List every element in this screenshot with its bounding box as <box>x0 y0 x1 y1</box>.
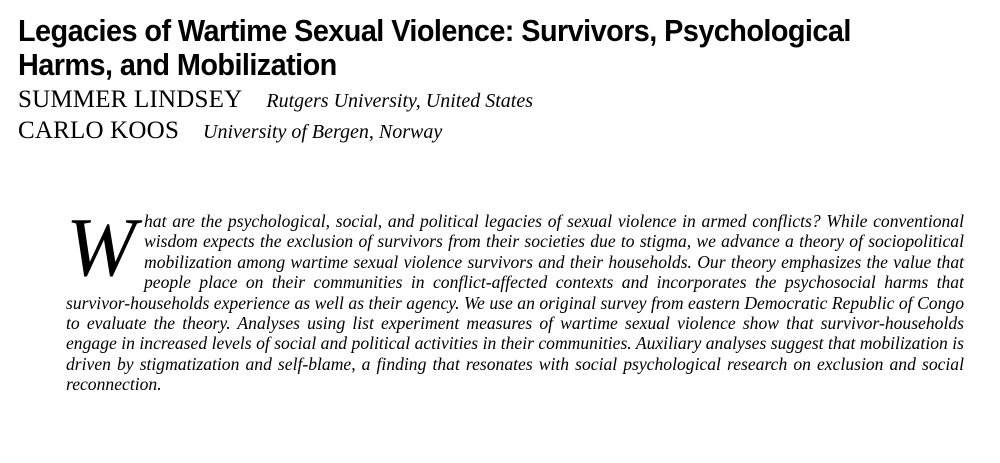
author-name: SUMMER LINDSEY <box>18 86 243 113</box>
abstract <box>66 201 964 395</box>
title-line-1: Legacies of Wartime Sexual Violence: Survivors, Psychological <box>18 13 851 48</box>
paper-title <box>18 14 976 82</box>
author-name: CARLO KOOS <box>18 117 180 144</box>
title-line-2: Harms, and Mobilization <box>18 47 337 82</box>
author-row <box>18 115 978 146</box>
abstract-drop-cap: W <box>66 201 136 294</box>
author-row <box>18 84 978 115</box>
author-affiliation: University of Bergen, Norway <box>203 121 443 143</box>
abstract-body: hat are the psychological, social, and political legacies of sexual violence in armed conflicts? While conventional wisdom expects the exclusion of survivors from their societies due to stigma, we advance a theory of sociopolitical mobilization among wartime sexual violence survivors and their households. Our theory emphasizes the value that people place on their communities in conflict-affected contexts and incorporates the psychosocial harms that survivor-households experience as well as their agency. We use an original survey from eastern Democratic Republic of Congo to evaluate the theory. Analyses using list experiment measures of wartime sexual violence show that survivor-households engage in increased levels of social and political activities in their communities. Auxiliary analyses suggest that mobilization is driven by stigmatization and self-blame, a finding that resonates with social psychological research on exclusion and social reconnection. <box>66 211 964 395</box>
author-affiliation: Rutgers University, United States <box>266 90 533 112</box>
paper-header <box>18 14 978 146</box>
author-list <box>18 84 978 146</box>
